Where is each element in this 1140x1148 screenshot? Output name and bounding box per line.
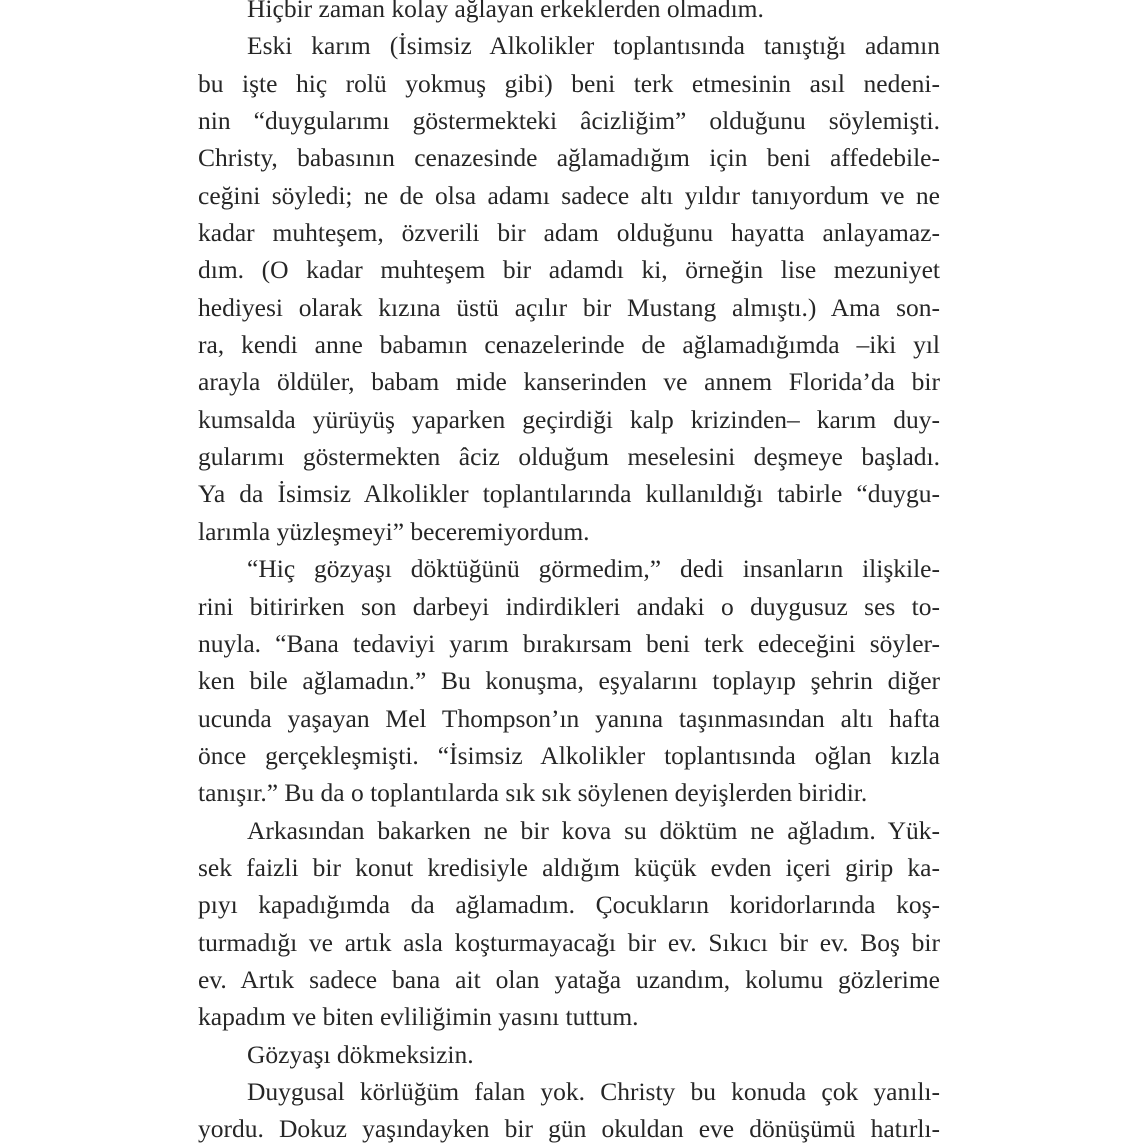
text-line: “Hiç gözyaşı döktüğünü görmedim,” dedi insanların ilişkile- (247, 554, 940, 584)
text-line: kapadım ve biten evliliğimin yasını tuttum. (198, 1002, 639, 1032)
text-line: kadar muhteşem, özverili bir adam olduğunu hayatta anlayamaz- (198, 218, 940, 248)
text-line: Hiçbir zaman kolay ağlayan erkeklerden olmadım. (247, 0, 764, 23)
text-line: nuyla. “Bana tedaviyi yarım bırakırsam beni terk edeceğini söyler- (198, 628, 940, 658)
text-line: larımla yüzleşmeyi” beceremiyordum. (198, 516, 590, 546)
text-line: nin “duygularımı göstermekteki âcizliğim” olduğunu söylemişti. (198, 106, 940, 136)
text-line: Arkasından bakarken ne bir kova su döktüm ne ağladım. Yük- (247, 815, 940, 845)
book-page (198, 0, 940, 1148)
text-line: kumsalda yürüyüş yaparken geçirdiği kalp krizinden– karım duy- (198, 404, 940, 434)
text-line: yordu. Dokuz yaşındayken bir gün okuldan eve dönüşümü hatırlı- (198, 1114, 940, 1144)
paragraph (198, 550, 940, 811)
paragraph (198, 0, 940, 27)
text-line: önce gerçekleşmişti. “İsimsiz Alkolikler toplantısında oğlan kızla (198, 740, 940, 770)
text-line: ceğini söyledi; ne de olsa adamı sadece altı yıldır tanıyordum ve ne (198, 180, 940, 210)
text-line: rini bitirirken son darbeyi indirdikleri andaki o duygusuz ses to- (198, 591, 940, 621)
text-line: hediyesi olarak kızına üstü açılır bir Mustang almıştı.) Ama son- (198, 292, 940, 322)
text-line: Duygusal körlüğüm falan yok. Christy bu konuda çok yanılı- (247, 1076, 940, 1106)
text-line: ev. Artık sadece bana ait olan yatağa uzandım, kolumu gözlerime (198, 964, 940, 994)
paragraph (198, 812, 940, 1036)
text-line: turmadığı ve artık asla koşturmayacağı bir ev. Sıkıcı bir ev. Boş bir (198, 927, 940, 957)
text-line: Gözyaşı dökmeksizin. (247, 1039, 474, 1069)
paragraph (198, 1073, 940, 1148)
text-line: ken bile ağlamadın.” Bu konuşma, eşyalarını toplayıp şehrin diğer (198, 666, 940, 696)
text-line: dım. (O kadar muhteşem bir adamdı ki, örneğin lise mezuniyet (198, 255, 940, 285)
text-line: Eski karım (İsimsiz Alkolikler toplantısında tanıştığı adamın (247, 31, 940, 61)
text-line: tanışır.” Bu da o toplantılarda sık sık söylenen deyişlerden biridir. (198, 778, 868, 808)
text-line: arayla öldüler, babam mide kanserinden ve annem Florida’da bir (198, 367, 940, 397)
paragraph (198, 27, 940, 550)
text-line: Ya da İsimsiz Alkolikler toplantılarında kullanıldığı tabirle “duygu- (198, 479, 940, 509)
text-line: sek faizli bir konut kredisiyle aldığım küçük evden içeri girip ka- (198, 852, 940, 882)
text-line: pıyı kapadığımda da ağlamadım. Çocukların koridorlarında koş- (198, 890, 940, 920)
paragraph (198, 1036, 940, 1073)
text-line: bu işte hiç rolü yokmuş gibi) beni terk etmesinin asıl nedeni- (198, 68, 940, 98)
text-line: gularımı göstermekten âciz olduğum meselesini deşmeye başladı. (198, 442, 940, 472)
text-line: ra, kendi anne babamın cenazelerinde de ağlamadığımda –iki yıl (198, 330, 940, 360)
text-line: Christy, babasının cenazesinde ağlamadığım için beni affedebile- (198, 143, 940, 173)
text-line: ucunda yaşayan Mel Thompson’ın yanına taşınmasından altı hafta (198, 703, 940, 733)
